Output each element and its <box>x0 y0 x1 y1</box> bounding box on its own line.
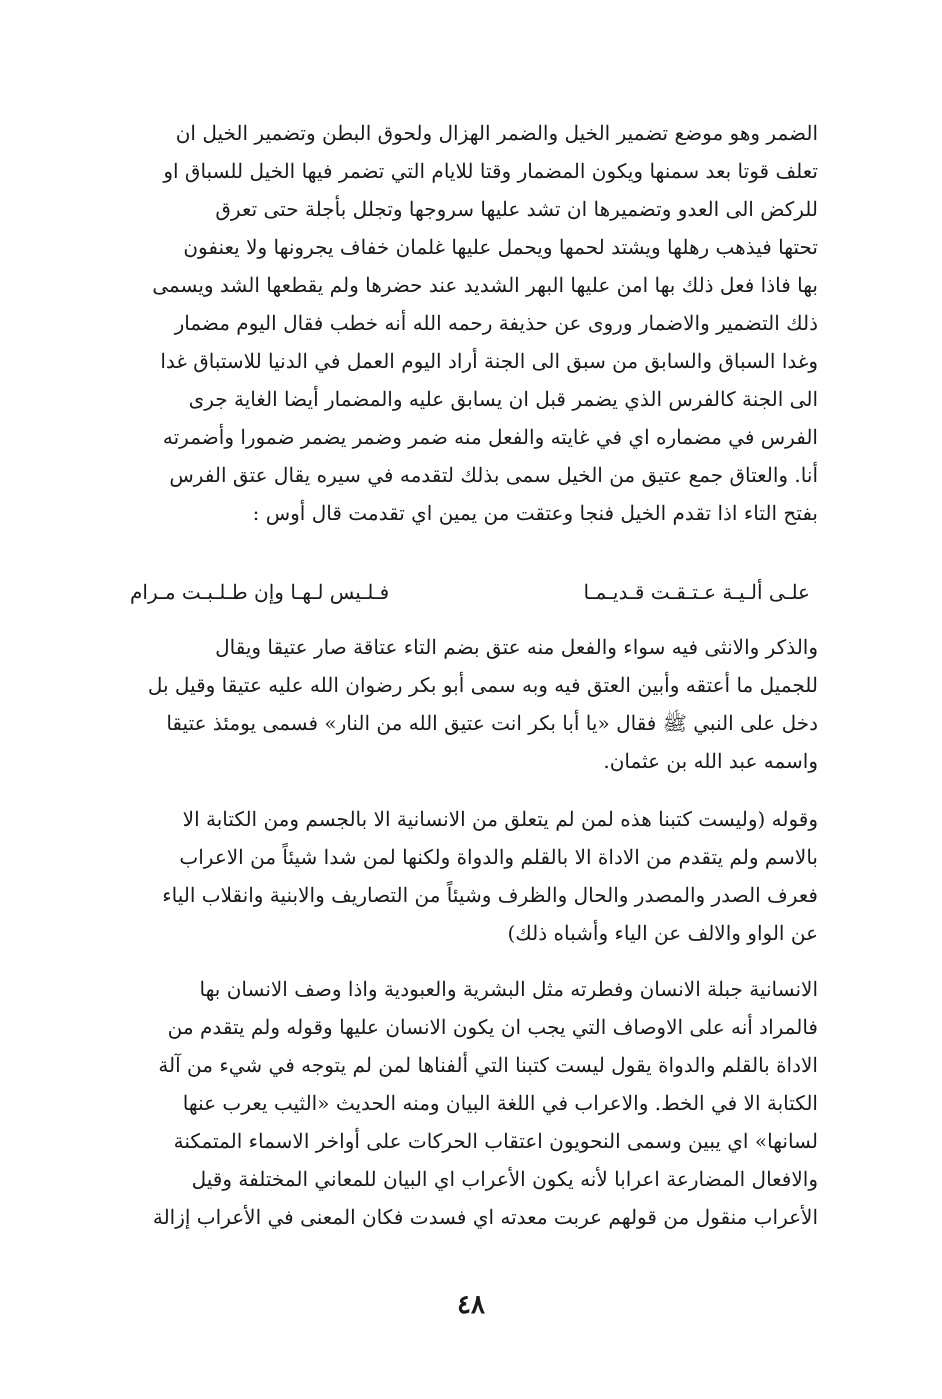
text-line: دخل على النبي ﷺ فقال «يا أبا بكر انت عتيق الله من النار» فسمى يومئذ عتيقا <box>166 711 818 735</box>
paragraph-1 <box>118 114 818 532</box>
text-line: ذلك التضمير والاضمار وروى عن حذيفة رحمه الله أنه خطب فقال اليوم مضمار <box>174 311 818 335</box>
text-line: بالاسم ولم يتقدم من الاداة الا بالقلم والدواة ولكنها لمن شدا شيئاً من الاعراب <box>179 845 818 869</box>
text-line: الفرس في مضماره اي في غايته والفعل منه ضمر وضمر يضمر ضمورا وأضمرته <box>162 425 818 449</box>
text-line: الضمر وهو موضع تضمير الخيل والضمر الهزال ولحوق البطن وتضمير الخيل ان <box>175 121 818 145</box>
text-line: تحتها فيذهب رهلها ويشتد لحمها ويحمل عليها غلمان خفاف يجرونها ولا يعنفون <box>183 235 818 259</box>
text-line: الاداة بالقلم والدواة يقول ليست كتبنا التي ألفناها لمن لم يتوجه في شيء من آلة <box>158 1053 818 1077</box>
text-line: فالمراد أنه على الاوصاف التي يجب ان يكون الانسان عليها وقوله ولم يتقدم من <box>167 1015 818 1039</box>
text-line: بها فاذا فعل ذلك بها امن عليها البهر الشديد عند حضرها ولم يقطعها الشد ويسمى <box>152 273 818 297</box>
paragraph-2 <box>118 628 818 780</box>
text-line: للركض الى العدو وتضميرها ان تشد عليها سروجها وتجلل بأجلة حتى تعرق <box>215 197 818 221</box>
text-line: فعرف الصدر والمصدر والحال والظرف وشيئاً من التصاريف والابنية وانقلاب الياء <box>162 883 818 907</box>
text-line: بفتح التاء اذا تقدم الخيل فنجا وعتقت من يمين اي تقدمت قال أوس : <box>252 501 818 525</box>
paragraph-4 <box>118 970 818 1236</box>
text-line: للجميل ما أعتقه وأبين العتق فيه وبه سمى أبو بكر رضوان الله عليه عتيقا وقيل بل <box>147 673 818 697</box>
text-line: الكتابة الا في الخط. والاعراب في اللغة البيان ومنه الحديث «الثيب يعرب عنها <box>182 1091 818 1115</box>
text-line: تعلف قوتا بعد سمنها ويكون المضمار وقتا للايام التي تضمر فيها الخيل للسباق او <box>163 159 818 183</box>
page-number: ٤٨ <box>457 1290 485 1320</box>
text-line: الى الجنة كالفرس الذي يضمر قبل ان يسابق عليه والمضمار أيضا الغاية جرى <box>188 387 818 411</box>
verse-second-hemistich: فـلـيس لـهـا وإن طـلـبـت مـرام <box>130 580 390 604</box>
poetry-verse <box>130 572 810 612</box>
text-line: والذكر والانثى فيه سواء والفعل منه عتق بضم التاء عتاقة صار عتيقا ويقال <box>215 635 818 659</box>
verse-first-hemistich: علـى ألـيـة عـتـقـت قـديـمـا <box>583 580 810 604</box>
text-line: لسانها» اي يبين وسمى النحويون اعتقاب الحركات على أواخر الاسماء المتمكنة <box>173 1129 818 1153</box>
text-line: الانسانية جبلة الانسان وفطرته مثل البشرية والعبودية واذا وصف الانسان بها <box>199 977 818 1001</box>
text-line: والافعال المضارعة اعرابا لأنه يكون الأعراب اي البيان للمعاني المختلفة وقيل <box>191 1167 818 1191</box>
text-line: أنا. والعتاق جمع عتيق من الخيل سمى بذلك لتقدمه في سيره يقال عتق الفرس <box>169 463 818 487</box>
text-line: عن الواو والالف عن الياء وأشباه ذلك) <box>507 921 818 945</box>
paragraph-3 <box>118 800 818 952</box>
text-line: الأعراب منقول من قولهم عربت معدته اي فسدت فكان المعنى في الأعراب إزالة <box>152 1205 818 1229</box>
text-line: وغدا السباق والسابق من سبق الى الجنة أراد اليوم العمل في الدنيا للاستباق غدا <box>160 349 818 373</box>
text-line: واسمه عبد الله بن عثمان. <box>603 749 818 773</box>
text-line: وقوله (وليست كتبنا هذه لمن لم يتعلق من الانسانية الا بالجسم ومن الكتابة الا <box>182 807 818 831</box>
